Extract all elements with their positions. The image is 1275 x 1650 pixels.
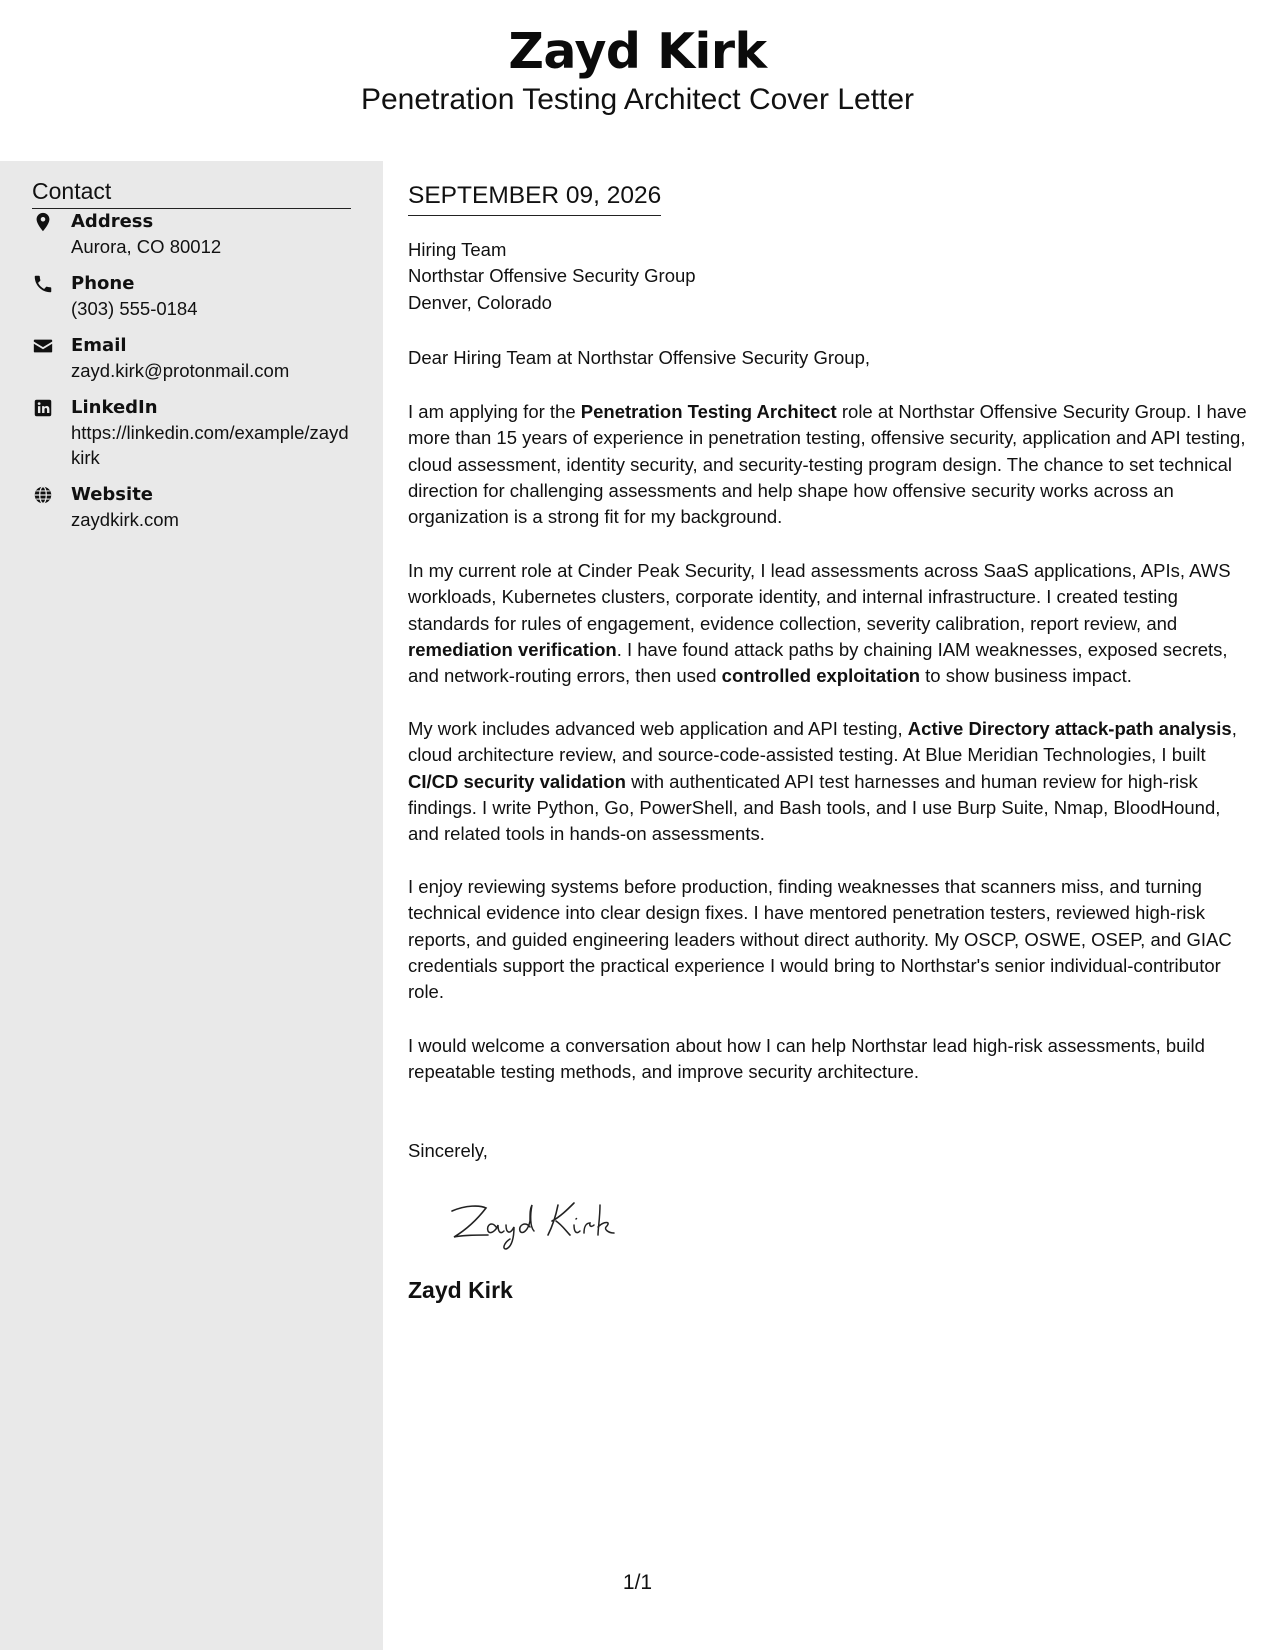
paragraph-3 <box>408 716 1254 847</box>
signature <box>446 1191 646 1251</box>
paragraph-text: to show business impact. <box>920 665 1132 687</box>
signer-name: Zayd Kirk <box>408 1277 513 1303</box>
recipient-line: Hiring Team <box>408 239 507 260</box>
globe-icon <box>32 484 54 506</box>
closing-line: Sincerely, <box>408 1140 488 1161</box>
contact-heading: Contact <box>32 176 351 209</box>
paragraph-text: role at Northstar Offensive Security Group. I have more than 15 years of experience in penetration testing, offensive security, application and API testing, cloud assessment, identity security, and security-testing program design. The chance to set technical direction for challenging assessments and help shape how offensive security works across an organization is a strong fit for my background. <box>408 401 1247 528</box>
paragraph-5: I would welcome a conversation about how I can help Northstar lead high-risk assessments, build repeatable testing methods, and improve security architecture. <box>408 1035 1205 1083</box>
contact-label: Email <box>71 335 127 356</box>
contact-label: Phone <box>71 273 135 294</box>
salutation: Dear Hiring Team at Northstar Offensive Security Group, <box>408 347 871 368</box>
letter-header <box>0 0 1275 161</box>
linkedin-icon <box>32 397 54 419</box>
email-link[interactable]: zayd.kirk@protonmail.com <box>71 360 290 381</box>
envelope-icon <box>32 335 54 357</box>
contact-label: Website <box>71 484 154 505</box>
linkedin-link[interactable]: https://linkedin.com/example/zaydkirk <box>71 422 349 468</box>
paragraph-2 <box>408 558 1254 689</box>
recipient-line: Denver, Colorado <box>408 291 552 313</box>
phone-icon <box>32 273 54 295</box>
emphasis-text: controlled exploitation <box>721 665 921 687</box>
paragraph-text: My work includes advanced web application and API testing, <box>408 718 908 739</box>
emphasis-text: Penetration Testing Architect <box>580 401 837 422</box>
candidate-name: Zayd Kirk <box>508 23 767 80</box>
paragraph-4: I enjoy reviewing systems before production, finding weaknesses that scanners miss, and turning technical evidence into clear design fixes. I have mentored penetration testers, reviewed high-risk reports, and guided engineering leaders without direct authority. My OSCP, OSWE, OSEP, and GIAC credentials support the practical experience I would bring to Northstar's senior individual-contributor role. <box>408 876 1232 1003</box>
page-number: 1/1 <box>622 1571 653 1594</box>
emphasis-text: CI/CD security validation <box>408 770 626 792</box>
contact-label: LinkedIn <box>71 397 158 418</box>
recipient-block <box>408 237 1254 316</box>
paragraph-text: , cloud architecture review, and source-code-assisted testing. At Blue Meridian Technologies, I built <box>408 718 1237 766</box>
paragraph-text: I am applying for the <box>408 401 581 422</box>
paragraph-text: with authenticated API test harnesses and human review for high-risk findings. I write Python, Go, PowerShell, and Bash tools, and I use Burp Suite, Nmap, BloodHound, and related tools in hands-on assessments. <box>408 770 1221 845</box>
website-link[interactable]: zaydkirk.com <box>71 509 179 530</box>
location-pin-icon <box>32 211 54 233</box>
paragraph-text: . I have found attack paths by chaining IAM weaknesses, exposed secrets, and network-routing errors, then used <box>408 638 1228 687</box>
paragraph-text: In my current role at Cinder Peak Security, I lead assessments across SaaS applications, APIs, AWS workloads, Kubernetes clusters, corporate identity, and internal infrastructure. I created testing standards for rules of engagement, evidence collection, severity calibration, report review, and <box>408 560 1231 634</box>
contact-sidebar <box>0 161 383 1650</box>
phone-value: (303) 555-0184 <box>71 298 198 319</box>
document-subtitle: Penetration Testing Architect Cover Letter <box>360 83 915 116</box>
recipient-line: Northstar Offensive Security Group <box>408 265 696 287</box>
emphasis-text: remediation verification <box>408 638 617 660</box>
emphasis-text: Active Directory attack-path analysis <box>907 718 1232 739</box>
letter-date: SEPTEMBER 09, 2026 <box>408 180 661 216</box>
address-value: Aurora, CO 80012 <box>71 236 222 257</box>
contact-label: Address <box>71 211 154 232</box>
paragraph-1 <box>408 399 1254 530</box>
